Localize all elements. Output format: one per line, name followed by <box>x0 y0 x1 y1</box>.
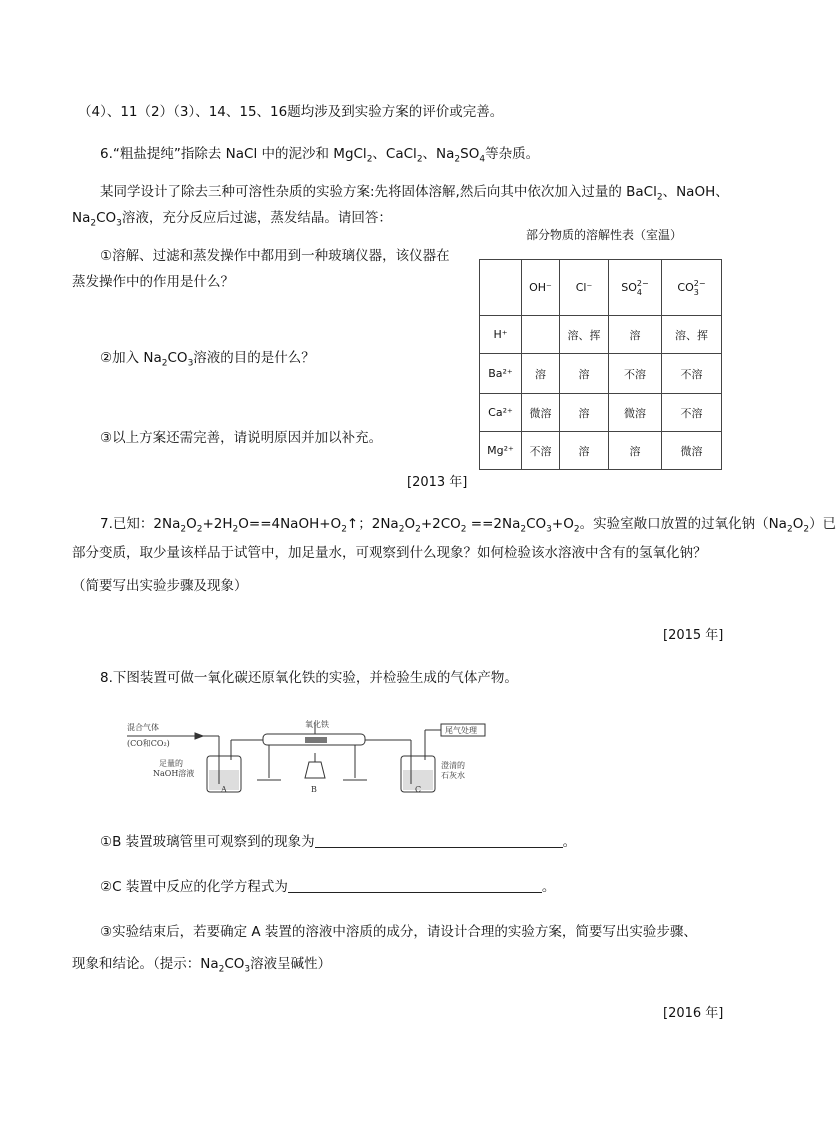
q8-sub1-period: 。 <box>562 834 577 850</box>
q6-sub2-prefix: ②加入 Na <box>100 350 162 366</box>
q7-line3: （简要写出实验步骤及现象） <box>72 578 248 594</box>
q6-stem: 6.“粗盐提纯”指除去 NaCl 中的泥沙和 MgCl$_2$、CaCl$_2$、$Na_2SO_4$等杂质。 <box>100 146 540 165</box>
table-cell <box>522 316 560 354</box>
answer-blank-2[interactable] <box>288 878 542 893</box>
lime-label-2: 石灰水 <box>441 771 465 780</box>
table-cell: 微溶 <box>522 394 560 432</box>
col-header-cl: Cl⁻ <box>560 260 609 316</box>
table-row <box>480 354 722 394</box>
table-cell: 溶 <box>522 354 560 394</box>
iron-oxide-sample <box>305 737 327 743</box>
q8-sub1 <box>100 832 576 852</box>
q8-sub3-line1: ③实验结束后，若要确定 A 装置的溶液中溶质的成分，请设计合理的实验方案，简要写出实验步骤、 <box>100 924 697 940</box>
q6-para-line1: 某同学设计了除去三种可溶性杂质的实验方案:先将固体溶解,然后向其中依次加入过量的 BaCl$_2$、NaOH、 <box>100 184 729 203</box>
table-cell: 不溶 <box>662 394 722 432</box>
label-a: A <box>221 785 227 794</box>
q8-stem: 8.下图装置可做一氧化碳还原氧化铁的实验，并检验生成的气体产物。 <box>100 670 518 686</box>
q6-para-line1-text: 某同学设计了除去三种可溶性杂质的实验方案:先将固体溶解,然后向其中依次加入过量的 BaCl <box>100 184 657 200</box>
row-label-h: H⁺ <box>480 316 522 354</box>
table-cell: 微溶 <box>609 394 662 432</box>
row-label-ca: Ca²⁺ <box>480 394 522 432</box>
q8-sub3-line2-prefix: 现象和结论。（提示：Na <box>72 956 219 972</box>
table-cell: 不溶 <box>609 354 662 394</box>
answer-blank-1[interactable] <box>315 833 563 848</box>
q7-year: [2015 年] <box>663 628 724 643</box>
table-row <box>480 432 722 470</box>
table-cell: 不溶 <box>662 354 722 394</box>
q7-line1: 7.已知：$2Na_2O_2+2H_2O==4NaOH+O_2↑$；$2Na_2O_2+2CO_2 ==2Na_2CO_3+O_2$。实验室敞口放置的过氧化钠$(Na_2O_2)$已 <box>100 516 836 535</box>
table-cell: 溶 <box>609 432 662 470</box>
col-header-oh: OH⁻ <box>522 260 560 316</box>
table-cell: 溶、挥 <box>560 316 609 354</box>
label-b: B <box>311 785 317 794</box>
table-row <box>480 316 722 354</box>
q6-para-line1-b: 、NaOH、 <box>662 184 729 200</box>
table-cell: 溶 <box>609 316 662 354</box>
q6-stem-suffix: 等杂质。 <box>485 146 540 162</box>
q8-year: [2016 年] <box>663 1006 724 1021</box>
gas-label-2: (CO和CO₂) <box>127 739 170 748</box>
naoh-label-2: NaOH溶液 <box>153 769 195 778</box>
solubility-table <box>479 259 722 470</box>
q6-stem-prefix: 6.“粗盐提纯”指除去 NaCl 中的泥沙和 MgCl <box>100 146 367 162</box>
col-header-co3: CO2− 3 <box>662 260 722 316</box>
alcohol-lamp <box>305 762 325 778</box>
solubility-table-title: 部分物质的溶解性表（室温） <box>526 228 683 242</box>
q6-sub2-suffix: 溶液的目的是什么？ <box>193 350 315 366</box>
q8-sub2-period: 。 <box>541 879 556 895</box>
col-header-so4: SO2− 4 <box>609 260 662 316</box>
q6-sub1-line2: 蒸发操作中的作用是什么？ <box>72 274 234 290</box>
q6-para-line2: $Na_2CO_3$溶液，充分反应后过滤，蒸发结晶。请回答： <box>72 210 392 229</box>
q6-para-line2-suffix: 溶液，充分反应后过滤，蒸发结晶。请回答： <box>121 210 392 226</box>
table-cell: 不溶 <box>522 432 560 470</box>
row-label-ba: Ba²⁺ <box>480 354 522 394</box>
table-corner-cell <box>480 260 522 316</box>
table-cell: 溶 <box>560 432 609 470</box>
q7-line1-prefix: 7.已知：2Na <box>100 516 181 532</box>
q6-sub3: ③以上方案还需完善，请说明原因并加以补充。 <box>100 430 383 446</box>
q8-sub2 <box>100 877 555 897</box>
q6-sub1-line1: ①溶解、过滤和蒸发操作中都用到一种玻璃仪器，该仪器在 <box>100 248 450 264</box>
oxide-label: 氧化铁 <box>305 720 329 729</box>
q7-line1-suffix: 。实验室敞口放置的过氧化钠（Na <box>579 516 787 532</box>
table-cell: 微溶 <box>662 432 722 470</box>
co-reduction-apparatus-diagram <box>123 718 513 794</box>
lime-label-1: 澄清的 <box>441 761 465 770</box>
exhaust-label: 尾气处理 <box>445 726 477 735</box>
table-cell: 溶 <box>560 394 609 432</box>
table-row <box>480 394 722 432</box>
gas-label-1: 混合气体 <box>127 723 159 732</box>
q7-line2: 部分变质，取少量该样品于试管中，加足量水，可观察到什么现象？如何检验该水溶液中含有的氢氧化钠？ <box>72 545 707 561</box>
table-cell: 溶、挥 <box>662 316 722 354</box>
table-header-row <box>480 260 722 316</box>
row-label-mg: Mg²⁺ <box>480 432 522 470</box>
q6-year: [2013 年] <box>407 475 468 490</box>
q8-sub3-line2-suffix: 溶液呈碱性） <box>250 956 332 972</box>
intro-line: （4）、11（2）（3）、14、15、16题均涉及到实验方案的评价或完善。 <box>78 104 504 120</box>
q8-sub2-text: ②C 装置中反应的化学方程式为 <box>100 879 288 895</box>
q8-sub1-text: ①B 装置玻璃管里可观察到的现象为 <box>100 834 315 850</box>
inlet-arrowhead <box>195 733 203 739</box>
table-cell: 溶 <box>560 354 609 394</box>
q8-sub3-line2: 现象和结论。（提示：$Na_2CO_3$溶液呈碱性） <box>72 956 332 975</box>
label-c: C <box>415 785 422 794</box>
q6-sub2: ②加入 $Na_2CO_3$溶液的目的是什么？ <box>100 350 315 369</box>
q7-line1-end: ）已 <box>809 516 836 532</box>
naoh-label-1: 足量的 <box>159 759 183 768</box>
